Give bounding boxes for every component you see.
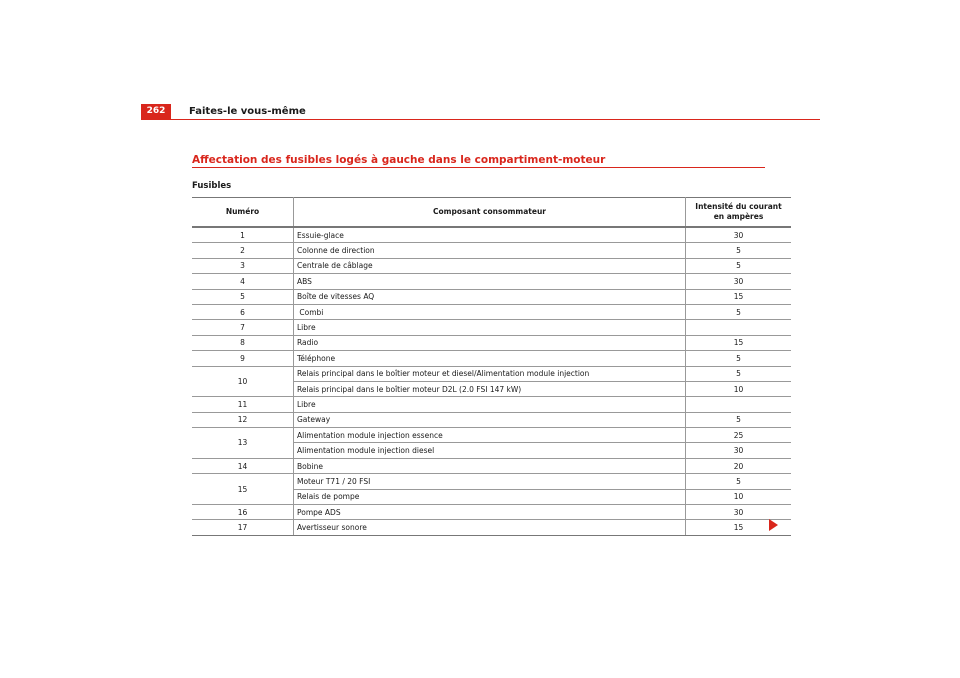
fuse-component: Relais principal dans le boîtier moteur et diesel/Alimentation module injection: [294, 366, 686, 381]
table-row: [192, 397, 791, 412]
fuse-component: Relais de pompe: [294, 489, 686, 504]
fuse-amperage: [686, 397, 792, 412]
table-row: [192, 474, 791, 489]
fuse-amperage: 5: [686, 304, 792, 319]
fuse-number: 12: [192, 412, 294, 427]
column-header-amperage: Intensité du courant en ampères: [686, 198, 792, 228]
fuse-component: Moteur T71 / 20 FSI: [294, 474, 686, 489]
fuse-number: 9: [192, 351, 294, 366]
fuse-number: 13: [192, 428, 294, 459]
fuse-component: Avertisseur sonore: [294, 520, 686, 535]
fuse-amperage: 15: [686, 520, 792, 535]
section-divider: [192, 167, 765, 168]
table-header-row: [192, 198, 791, 228]
table-row: [192, 366, 791, 381]
section-title: Affectation des fusibles logés à gauche dans le compartiment-moteur: [192, 154, 606, 166]
fuse-component: Bobine: [294, 458, 686, 473]
fuse-amperage: [686, 320, 792, 335]
column-header-component: Composant consommateur: [294, 198, 686, 228]
table-row: [192, 243, 791, 258]
fuse-component: Essuie-glace: [294, 227, 686, 243]
fuse-number: 5: [192, 289, 294, 304]
fuse-component: Colonne de direction: [294, 243, 686, 258]
fuse-number: 4: [192, 274, 294, 289]
table-row: [192, 520, 791, 535]
fuse-component: Alimentation module injection essence: [294, 428, 686, 443]
fuse-amperage: 15: [686, 335, 792, 350]
fuse-amperage: 5: [686, 243, 792, 258]
fuse-amperage: 30: [686, 227, 792, 243]
fuse-number: 17: [192, 520, 294, 535]
fuse-number: 2: [192, 243, 294, 258]
table-row: [192, 351, 791, 366]
section-subtitle: Fusibles: [192, 181, 232, 191]
fuse-number: 8: [192, 335, 294, 350]
table-row: [192, 258, 791, 273]
table-row: [192, 505, 791, 520]
fuse-amperage: 20: [686, 458, 792, 473]
fuse-component: Gateway: [294, 412, 686, 427]
fuse-component: Libre: [294, 320, 686, 335]
table-row: [192, 320, 791, 335]
fuse-number: 16: [192, 505, 294, 520]
table-row: [192, 458, 791, 473]
fuse-component: ABS: [294, 274, 686, 289]
table-row: [192, 428, 791, 443]
table-row: [192, 289, 791, 304]
fuse-number: 6: [192, 304, 294, 319]
fuse-number: 14: [192, 458, 294, 473]
fuse-table: [192, 197, 791, 536]
fuse-number: 15: [192, 474, 294, 505]
table-row: [192, 227, 791, 243]
fuse-amperage: 10: [686, 489, 792, 504]
continue-arrow-icon: [769, 519, 778, 531]
fuse-amperage: 5: [686, 351, 792, 366]
fuse-number: 1: [192, 227, 294, 243]
table-row: [192, 274, 791, 289]
fuse-component: Relais principal dans le boîtier moteur D2L (2.0 FSI 147 kW): [294, 381, 686, 396]
fuse-amperage: 15: [686, 289, 792, 304]
table-row: [192, 304, 791, 319]
table-row: [192, 335, 791, 350]
fuse-amperage: 10: [686, 381, 792, 396]
chapter-title: Faites-le vous-même: [189, 106, 306, 117]
fuse-amperage: 5: [686, 258, 792, 273]
fuse-amperage: 5: [686, 474, 792, 489]
fuse-amperage: 30: [686, 505, 792, 520]
fuse-component: Combi: [294, 304, 686, 319]
fuse-number: 7: [192, 320, 294, 335]
page-number-badge: 262: [141, 104, 171, 119]
fuse-number: 3: [192, 258, 294, 273]
column-header-number: Numéro: [192, 198, 294, 228]
fuse-component: Libre: [294, 397, 686, 412]
fuse-amperage: 30: [686, 443, 792, 458]
fuse-amperage: 25: [686, 428, 792, 443]
header-divider: [141, 119, 820, 120]
fuse-number: 10: [192, 366, 294, 397]
table-row: [192, 412, 791, 427]
fuse-component: Alimentation module injection diesel: [294, 443, 686, 458]
fuse-amperage: 5: [686, 412, 792, 427]
fuse-component: Téléphone: [294, 351, 686, 366]
fuse-amperage: 5: [686, 366, 792, 381]
fuse-component: Pompe ADS: [294, 505, 686, 520]
fuse-component: Centrale de câblage: [294, 258, 686, 273]
fuse-number: 11: [192, 397, 294, 412]
fuse-amperage: 30: [686, 274, 792, 289]
fuse-component: Radio: [294, 335, 686, 350]
fuse-component: Boîte de vitesses AQ: [294, 289, 686, 304]
